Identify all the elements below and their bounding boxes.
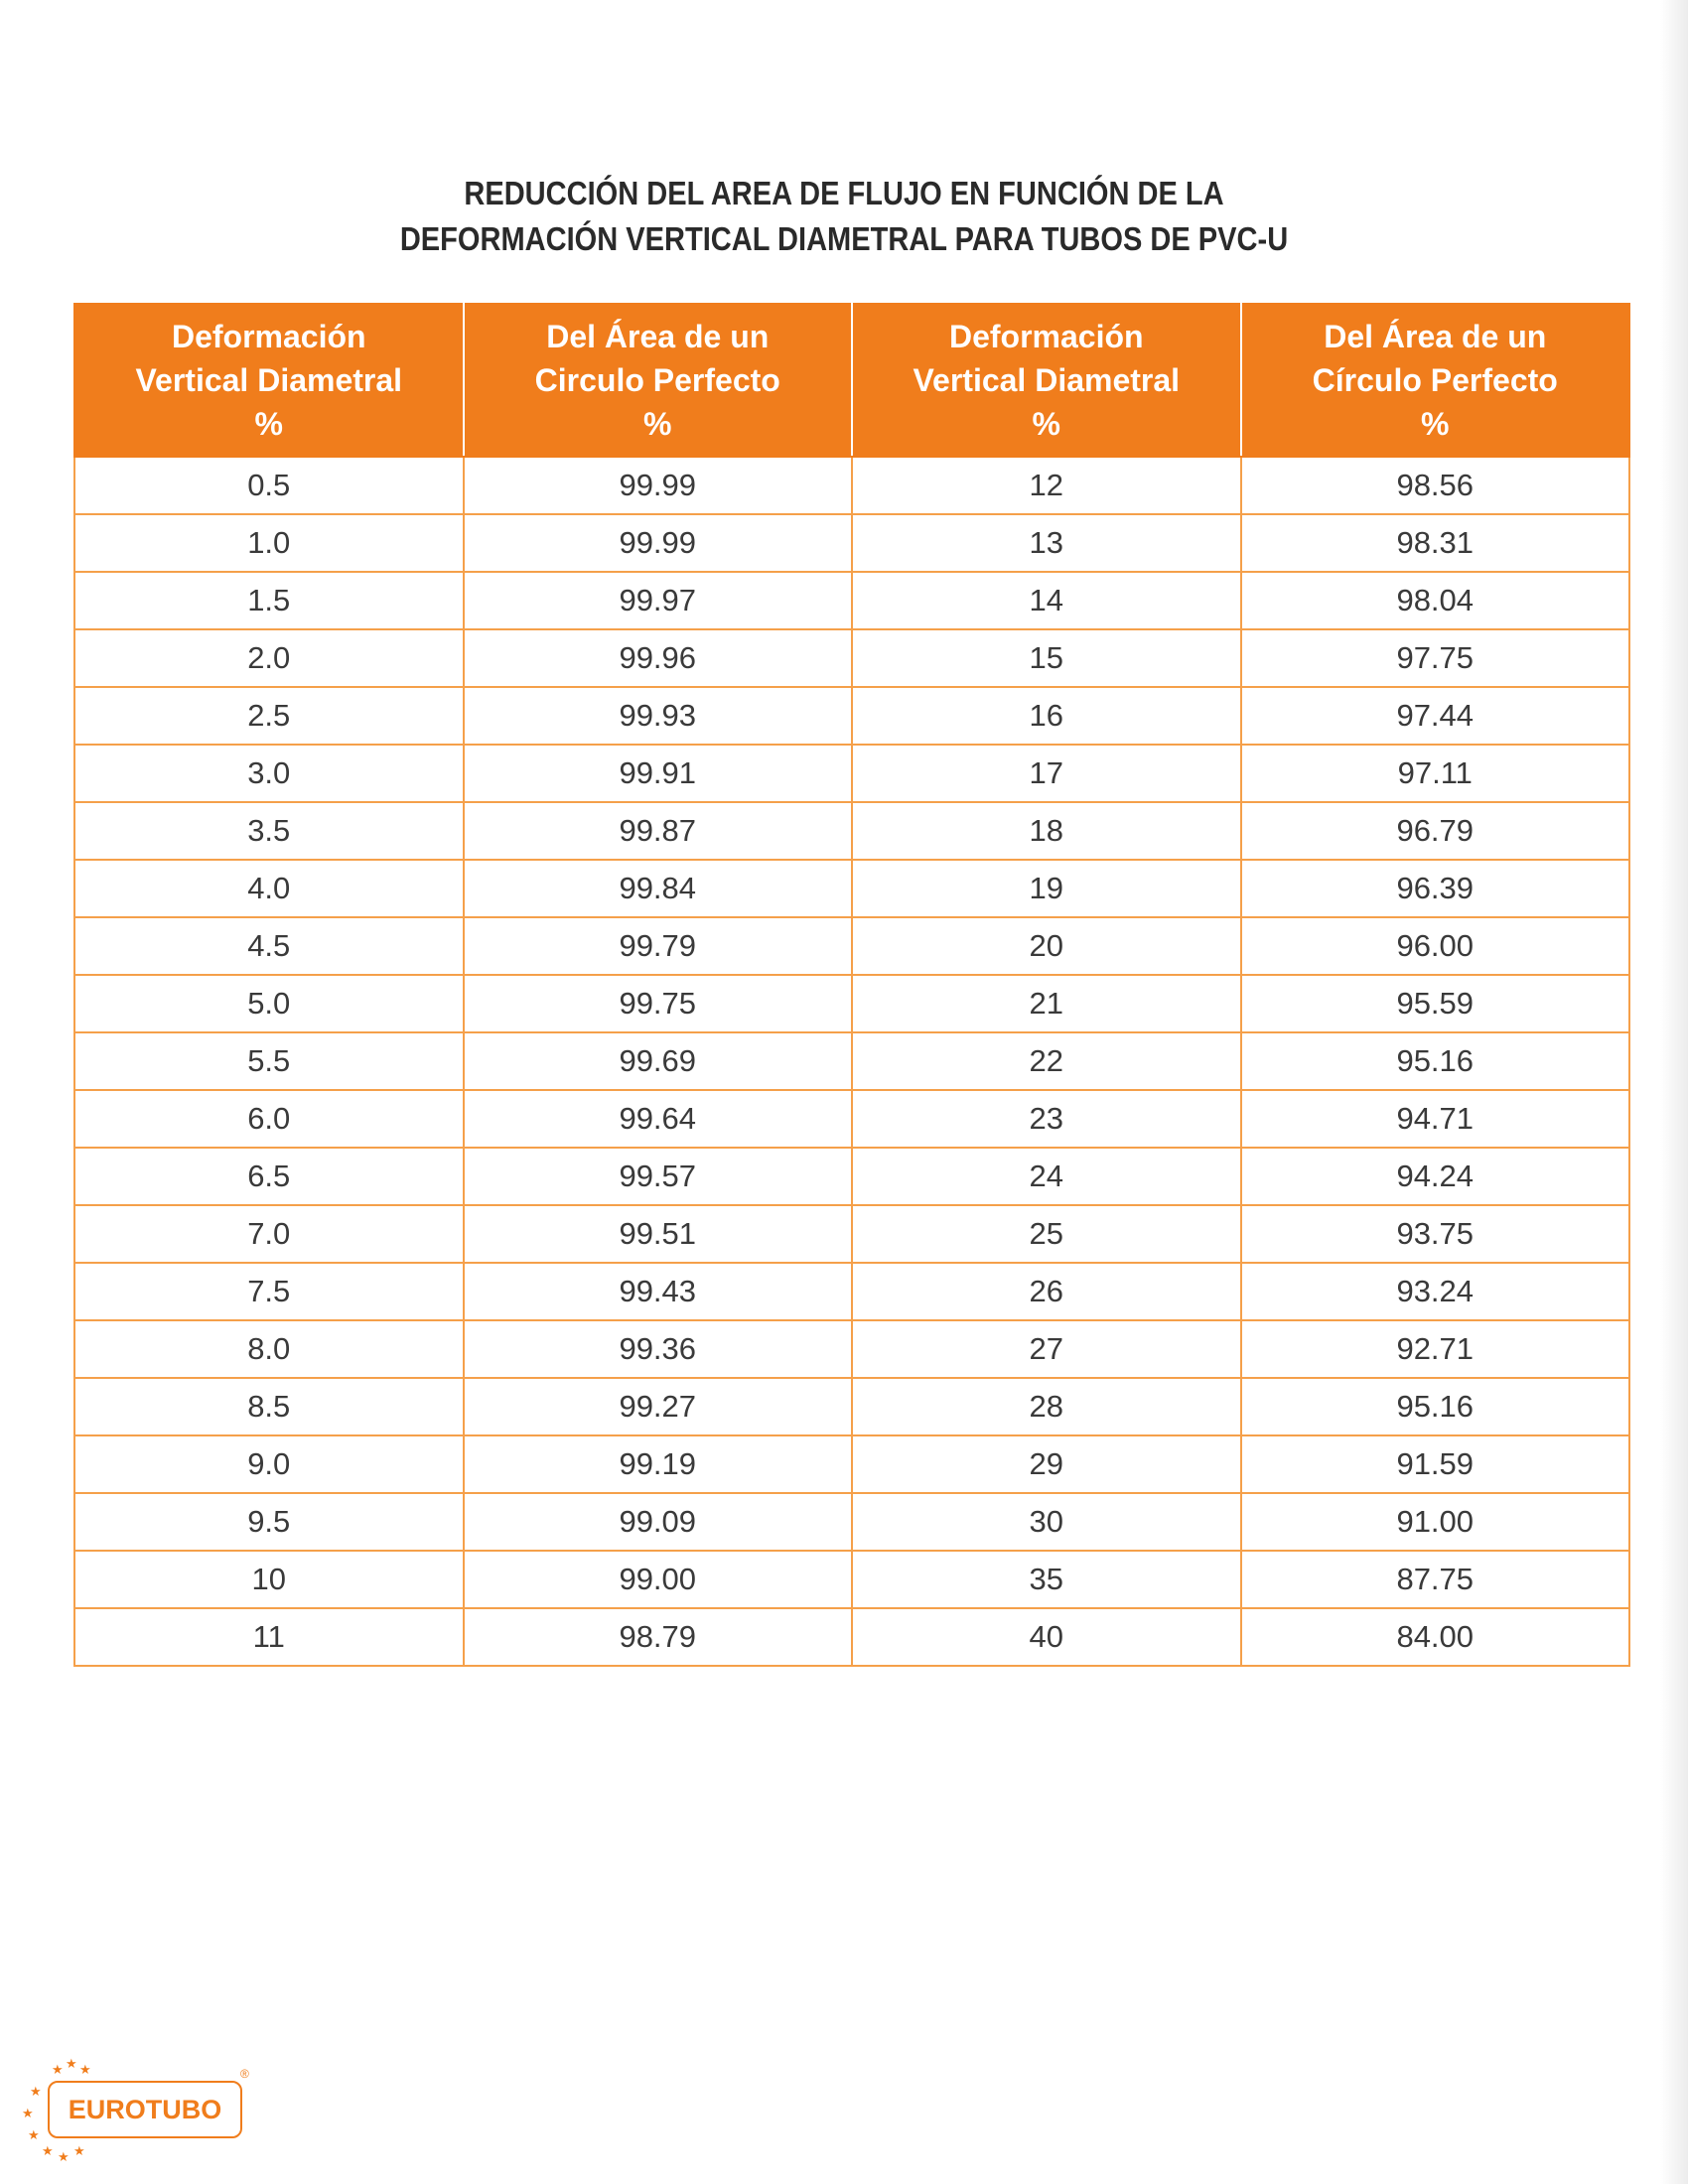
table-cell: 98.04 bbox=[1241, 572, 1630, 629]
table-cell: 95.16 bbox=[1241, 1032, 1630, 1090]
table-cell: 15 bbox=[852, 629, 1241, 687]
table-cell: 84.00 bbox=[1241, 1608, 1630, 1666]
page-edge-shadow bbox=[1660, 0, 1688, 2184]
table-cell: 95.16 bbox=[1241, 1378, 1630, 1435]
logo-star-icon: ★ bbox=[66, 2056, 77, 2071]
table-cell: 6.0 bbox=[74, 1090, 464, 1148]
table-cell: 8.5 bbox=[74, 1378, 464, 1435]
table-cell: 99.79 bbox=[464, 917, 853, 975]
table-cell: 99.91 bbox=[464, 745, 853, 802]
table-cell: 1.5 bbox=[74, 572, 464, 629]
table-cell: 16 bbox=[852, 687, 1241, 745]
table-cell: 91.00 bbox=[1241, 1493, 1630, 1551]
table-cell: 22 bbox=[852, 1032, 1241, 1090]
table-cell: 99.96 bbox=[464, 629, 853, 687]
table-cell: 11 bbox=[74, 1608, 464, 1666]
table-row bbox=[74, 1090, 1629, 1148]
table-cell: 99.99 bbox=[464, 514, 853, 572]
table-cell: 3.0 bbox=[74, 745, 464, 802]
table-cell: 14 bbox=[852, 572, 1241, 629]
table-cell: 99.27 bbox=[464, 1378, 853, 1435]
table-cell: 87.75 bbox=[1241, 1551, 1630, 1608]
table-cell: 96.39 bbox=[1241, 860, 1630, 917]
table-cell: 92.71 bbox=[1241, 1320, 1630, 1378]
table-cell: 1.0 bbox=[74, 514, 464, 572]
title-line-1: REDUCCIÓN DEL AREA DE FLUJO EN FUNCIÓN DE LA bbox=[464, 175, 1224, 211]
table-cell: 99.75 bbox=[464, 975, 853, 1032]
table-row bbox=[74, 629, 1629, 687]
table-cell: 99.97 bbox=[464, 572, 853, 629]
table-cell: 97.44 bbox=[1241, 687, 1630, 745]
table-cell: 99.99 bbox=[464, 457, 853, 514]
table-cell: 2.0 bbox=[74, 629, 464, 687]
table-row bbox=[74, 1608, 1629, 1666]
table-cell: 99.64 bbox=[464, 1090, 853, 1148]
table-row bbox=[74, 1263, 1629, 1320]
table-row bbox=[74, 975, 1629, 1032]
table-cell: 94.24 bbox=[1241, 1148, 1630, 1205]
table-cell: 18 bbox=[852, 802, 1241, 860]
logo-star-icon: ★ bbox=[30, 2084, 42, 2099]
table-cell: 93.24 bbox=[1241, 1263, 1630, 1320]
table-cell: 99.43 bbox=[464, 1263, 853, 1320]
table-cell: 96.00 bbox=[1241, 917, 1630, 975]
logo-star-icon: ★ bbox=[52, 2062, 64, 2077]
header-area-2: Del Área de un Círculo Perfecto % bbox=[1241, 304, 1630, 457]
table-cell: 19 bbox=[852, 860, 1241, 917]
table-row bbox=[74, 745, 1629, 802]
table-cell: 99.51 bbox=[464, 1205, 853, 1263]
eurotubo-logo bbox=[10, 2053, 248, 2162]
table-cell: 9.0 bbox=[74, 1435, 464, 1493]
table-cell: 29 bbox=[852, 1435, 1241, 1493]
table-header-row bbox=[74, 304, 1629, 457]
logo-wordmark: EUROTUBO bbox=[48, 2081, 242, 2138]
table-cell: 28 bbox=[852, 1378, 1241, 1435]
table-cell: 99.84 bbox=[464, 860, 853, 917]
title-line-2: DEFORMACIÓN VERTICAL DIAMETRAL PARA TUBOS DE PVC-U bbox=[399, 220, 1289, 257]
table-row bbox=[74, 572, 1629, 629]
table-cell: 5.0 bbox=[74, 975, 464, 1032]
table-cell: 4.5 bbox=[74, 917, 464, 975]
table-row bbox=[74, 687, 1629, 745]
header-deformation-1: Deformación Vertical Diametral % bbox=[74, 304, 464, 457]
table-cell: 94.71 bbox=[1241, 1090, 1630, 1148]
table-cell: 99.00 bbox=[464, 1551, 853, 1608]
table-cell: 2.5 bbox=[74, 687, 464, 745]
table-cell: 9.5 bbox=[74, 1493, 464, 1551]
table-cell: 93.75 bbox=[1241, 1205, 1630, 1263]
table-row bbox=[74, 1148, 1629, 1205]
table-cell: 35 bbox=[852, 1551, 1241, 1608]
table-row bbox=[74, 1551, 1629, 1608]
deformation-table bbox=[73, 303, 1630, 1667]
table-cell: 98.31 bbox=[1241, 514, 1630, 572]
table-cell: 30 bbox=[852, 1493, 1241, 1551]
table-cell: 0.5 bbox=[74, 457, 464, 514]
table-cell: 99.87 bbox=[464, 802, 853, 860]
table-row bbox=[74, 1205, 1629, 1263]
table-row bbox=[74, 917, 1629, 975]
table-cell: 27 bbox=[852, 1320, 1241, 1378]
table-row bbox=[74, 802, 1629, 860]
table-cell: 12 bbox=[852, 457, 1241, 514]
logo-star-icon: ★ bbox=[58, 2149, 70, 2164]
table-body bbox=[74, 457, 1629, 1666]
table-cell: 40 bbox=[852, 1608, 1241, 1666]
table-cell: 97.11 bbox=[1241, 745, 1630, 802]
table-cell: 99.57 bbox=[464, 1148, 853, 1205]
header-deformation-2: Deformación Vertical Diametral % bbox=[852, 304, 1241, 457]
table-cell: 99.69 bbox=[464, 1032, 853, 1090]
logo-star-icon: ★ bbox=[22, 2106, 34, 2120]
table-cell: 5.5 bbox=[74, 1032, 464, 1090]
table-cell: 4.0 bbox=[74, 860, 464, 917]
logo-star-icon: ★ bbox=[79, 2062, 91, 2077]
table-cell: 97.75 bbox=[1241, 629, 1630, 687]
table-row bbox=[74, 457, 1629, 514]
logo-star-icon: ★ bbox=[28, 2127, 40, 2142]
table-cell: 25 bbox=[852, 1205, 1241, 1263]
table-cell: 99.36 bbox=[464, 1320, 853, 1378]
table-row bbox=[74, 1435, 1629, 1493]
table-row bbox=[74, 1378, 1629, 1435]
table-cell: 91.59 bbox=[1241, 1435, 1630, 1493]
logo-star-icon: ★ bbox=[42, 2143, 54, 2158]
table-row bbox=[74, 1320, 1629, 1378]
table-cell: 98.79 bbox=[464, 1608, 853, 1666]
header-area-1: Del Área de un Circulo Perfecto % bbox=[464, 304, 853, 457]
table-cell: 23 bbox=[852, 1090, 1241, 1148]
table-cell: 99.93 bbox=[464, 687, 853, 745]
table-row bbox=[74, 1493, 1629, 1551]
table-cell: 26 bbox=[852, 1263, 1241, 1320]
table-cell: 8.0 bbox=[74, 1320, 464, 1378]
logo-star-icon: ★ bbox=[73, 2143, 85, 2158]
table-cell: 17 bbox=[852, 745, 1241, 802]
table-cell: 10 bbox=[74, 1551, 464, 1608]
table-cell: 95.59 bbox=[1241, 975, 1630, 1032]
table-cell: 99.19 bbox=[464, 1435, 853, 1493]
page-title bbox=[101, 171, 1587, 262]
table-row bbox=[74, 860, 1629, 917]
table-cell: 96.79 bbox=[1241, 802, 1630, 860]
table-cell: 7.0 bbox=[74, 1205, 464, 1263]
table-cell: 20 bbox=[852, 917, 1241, 975]
table-cell: 21 bbox=[852, 975, 1241, 1032]
table-row bbox=[74, 514, 1629, 572]
table-cell: 99.09 bbox=[464, 1493, 853, 1551]
table-cell: 3.5 bbox=[74, 802, 464, 860]
registered-mark: ® bbox=[240, 2067, 249, 2081]
table-cell: 7.5 bbox=[74, 1263, 464, 1320]
table-row bbox=[74, 1032, 1629, 1090]
table-cell: 13 bbox=[852, 514, 1241, 572]
table-cell: 24 bbox=[852, 1148, 1241, 1205]
table-cell: 98.56 bbox=[1241, 457, 1630, 514]
table-cell: 6.5 bbox=[74, 1148, 464, 1205]
